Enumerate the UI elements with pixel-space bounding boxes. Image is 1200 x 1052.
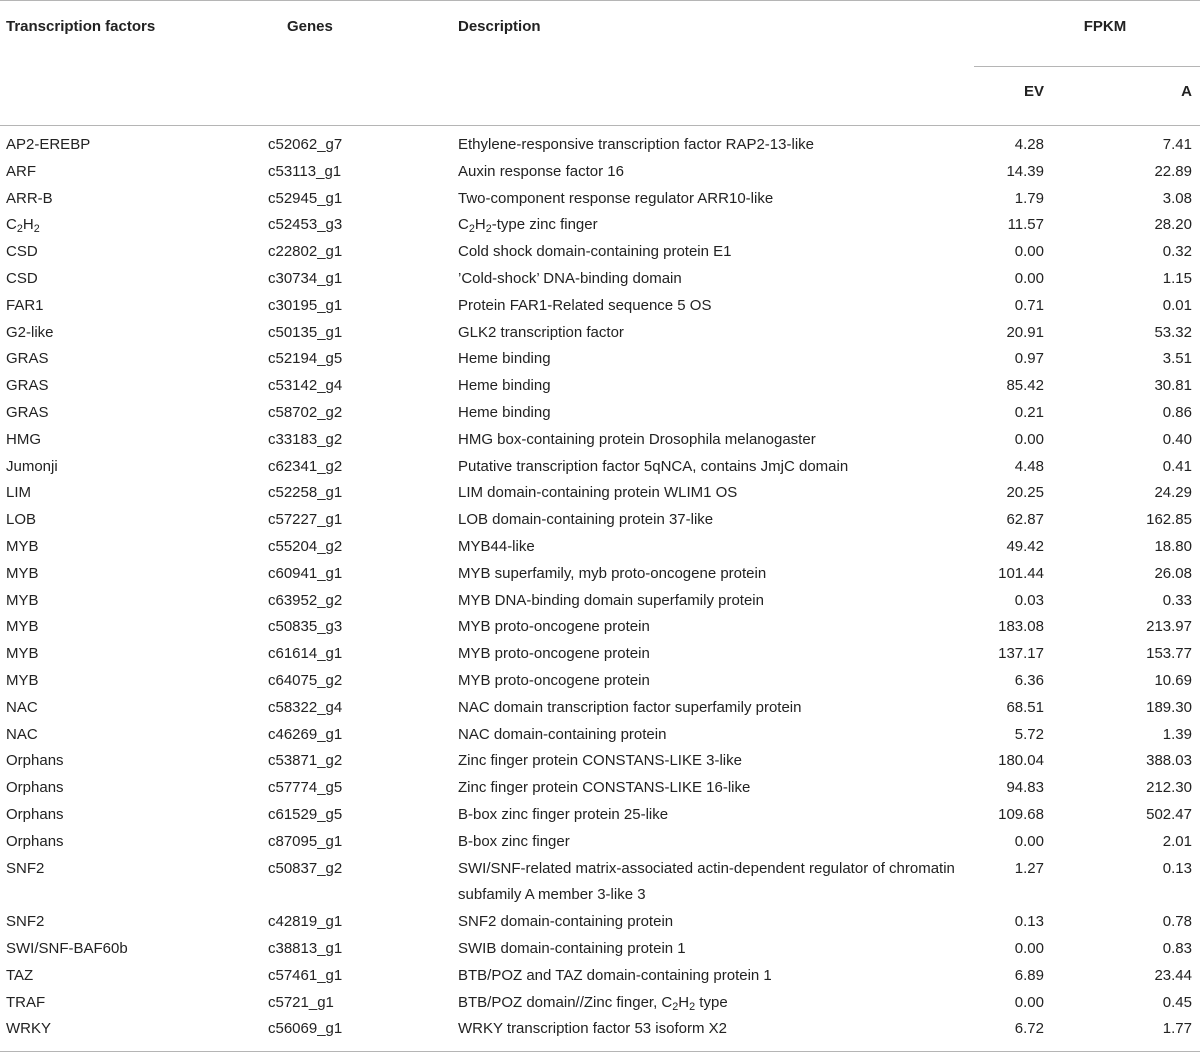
table-row (0, 588, 1200, 615)
cell-ev: 0.00 (1014, 939, 1044, 957)
cell-gene: c57774_g5 (268, 779, 343, 797)
cell-description: NAC domain transcription factor superfamily protein (458, 698, 802, 716)
cell-ev: 0.13 (1014, 913, 1044, 931)
col-group-fpkm (974, 1, 1200, 67)
cell-description: HMG box-containing protein Drosophila melanogaster (458, 430, 816, 448)
cell-a: 0.32 (1162, 243, 1192, 261)
cell-transcription-factor: SNF2 (6, 859, 45, 877)
cell-transcription-factor: AP2-EREBP (6, 136, 91, 153)
col-header-transcription-factors: Transcription factors (0, 1, 262, 67)
table-row (0, 695, 1200, 722)
cell-description: MYB44-like (458, 537, 535, 555)
cell-ev: 0.21 (1014, 403, 1044, 421)
cell-transcription-factor: NAC (6, 725, 38, 743)
cell-transcription-factor: NAC (6, 698, 38, 716)
cell-ev: 101.44 (998, 564, 1044, 582)
cell-ev: 0.00 (1014, 993, 1044, 1011)
cell-description: Ethylene-responsive transcription factor RAP2-13-like (458, 136, 814, 153)
cell-transcription-factor: Orphans (6, 805, 64, 823)
cell-a: 1.15 (1162, 269, 1192, 287)
cell-ev: 20.25 (1006, 484, 1044, 502)
cell-transcription-factor: $C_2H_2$ (6, 216, 40, 236)
cell-gene: c33183_g2 (268, 430, 343, 448)
cell-gene: c87095_g1 (268, 832, 343, 850)
cell-gene: c30195_g1 (268, 296, 343, 314)
col-header-description: Description (452, 1, 974, 67)
cell-transcription-factor: MYB (6, 671, 39, 689)
cell-ev: 6.36 (1014, 671, 1044, 689)
cell-description: Protein FAR1-Related sequence 5 OS (458, 296, 712, 314)
fpkm-label: FPKM (1083, 18, 1127, 35)
subheader-spacer (452, 67, 974, 126)
cell-gene: c62341_g2 (268, 457, 343, 475)
cell-a: 0.41 (1162, 457, 1192, 475)
cell-transcription-factor: MYB (6, 537, 39, 555)
table-row (0, 454, 1200, 481)
cell-gene: c52194_g5 (268, 350, 343, 368)
cell-gene: c53871_g2 (268, 752, 343, 770)
table-body (0, 126, 1200, 1052)
subheader-spacer (0, 67, 262, 126)
cell-ev: 1.27 (1014, 859, 1044, 877)
table-header (0, 1, 1200, 126)
cell-a: 28.20 (1154, 216, 1192, 234)
table-row (0, 159, 1200, 186)
cell-ev: 5.72 (1014, 725, 1044, 743)
cell-transcription-factor: TAZ (6, 966, 34, 984)
cell-transcription-factor: HMG (6, 430, 41, 448)
cell-gene: c52945_g1 (268, 189, 343, 207)
cell-gene: c52258_g1 (268, 484, 343, 502)
col-header-genes: Genes (262, 1, 452, 67)
cell-gene: c52062_g7 (268, 136, 343, 153)
cell-gene: c61529_g5 (268, 805, 343, 823)
cell-a: 30.81 (1154, 377, 1192, 395)
cell-gene: c5721_g1 (268, 993, 334, 1011)
cell-description: B-box zinc finger (458, 832, 570, 850)
cell-ev: 49.42 (1006, 537, 1044, 555)
cell-ev: 20.91 (1006, 323, 1044, 341)
table-row (0, 534, 1200, 561)
cell-description: MYB superfamily, myb proto-oncogene protein (458, 564, 767, 582)
cell-description: Auxin response factor 16 (458, 162, 624, 180)
cell-description: B-box zinc finger protein 25-like (458, 805, 669, 823)
cell-transcription-factor: Orphans (6, 779, 64, 797)
cell-a: 3.08 (1162, 189, 1192, 207)
cell-description: BTB/POZ and TAZ domain-containing protein 1 (458, 966, 772, 984)
cell-a: 23.44 (1154, 966, 1192, 984)
cell-ev: 0.00 (1014, 243, 1044, 261)
cell-ev: 109.68 (998, 805, 1044, 823)
cell-description: LIM domain-containing protein WLIM1 OS (458, 484, 738, 502)
cell-description: GLK2 transcription factor (458, 323, 624, 341)
cell-ev: 4.28 (1014, 136, 1044, 153)
cell-gene: c60941_g1 (268, 564, 343, 582)
cell-ev: 4.48 (1014, 457, 1044, 475)
cell-description: Two-component response regulator ARR10-like (458, 189, 774, 207)
cell-description: MYB proto-oncogene protein (458, 618, 650, 636)
cell-a: 1.39 (1162, 725, 1192, 743)
cell-description: Zinc finger protein CONSTANS-LIKE 3-like (458, 752, 742, 770)
subheader-spacer (262, 67, 452, 126)
cell-description: Putative transcription factor 5qNCA, contains JmjC domain (458, 457, 849, 475)
cell-a: 213.97 (1146, 618, 1192, 636)
cell-a: 0.45 (1162, 993, 1192, 1011)
table-row (0, 909, 1200, 936)
cell-description: $C_2H_2$-type zinc finger (458, 216, 598, 236)
cell-ev: 180.04 (998, 752, 1044, 770)
table-row (0, 614, 1200, 641)
table-row (0, 775, 1200, 802)
table-row (0, 266, 1200, 293)
cell-a: 24.29 (1154, 484, 1192, 502)
cell-description: LOB domain-containing protein 37-like (458, 511, 714, 529)
cell-a: 0.01 (1162, 296, 1192, 314)
cell-transcription-factor: WRKY (0, 1016, 262, 1051)
cell-a: 162.85 (1146, 511, 1192, 529)
cell-transcription-factor: CSD (6, 269, 38, 287)
cell-ev: 0.00 (1014, 269, 1044, 287)
table-row (0, 320, 1200, 347)
cell-gene: c38813_g1 (268, 939, 343, 957)
cell-a: 26.08 (1154, 564, 1192, 582)
cell-ev: 94.83 (1006, 779, 1044, 797)
table-row (0, 373, 1200, 400)
table-row (0, 293, 1200, 320)
cell-gene: c53113_g1 (268, 162, 342, 180)
cell-a: 212.30 (1146, 779, 1192, 797)
cell-a: 3.51 (1162, 350, 1192, 368)
cell-description: MYB proto-oncogene protein (458, 671, 650, 689)
cell-gene: c64075_g2 (268, 671, 343, 689)
cell-gene: c22802_g1 (268, 243, 343, 261)
table-row (0, 126, 1200, 159)
cell-ev: 68.51 (1006, 698, 1044, 716)
table-row (0, 346, 1200, 373)
cell-ev: 11.57 (1007, 216, 1044, 234)
cell-description: Heme binding (458, 350, 551, 368)
cell-transcription-factor: GRAS (6, 403, 49, 421)
cell-ev: 62.87 (1006, 511, 1044, 529)
cell-gene: c53142_g4 (268, 377, 343, 395)
cell-gene: c57227_g1 (268, 511, 343, 529)
cell-description: WRKY transcription factor 53 isoform X2 (452, 1016, 974, 1051)
cell-description: SWIB domain-containing protein 1 (458, 939, 686, 957)
cell-gene: c61614_g1 (268, 645, 343, 663)
table-row (0, 400, 1200, 427)
cell-gene: c57461_g1 (268, 966, 343, 984)
cell-gene: c55204_g2 (268, 537, 343, 555)
table-row (0, 212, 1200, 239)
cell-transcription-factor: SWI/SNF-BAF60b (6, 939, 128, 957)
cell-ev: 6.72 (974, 1016, 1044, 1051)
cell-ev: 14.39 (1006, 162, 1044, 180)
cell-ev: 0.00 (1014, 832, 1044, 850)
cell-a: 388.03 (1146, 752, 1192, 770)
cell-description: SNF2 domain-containing protein (458, 913, 674, 931)
col-header-ev: EV (974, 67, 1044, 126)
cell-transcription-factor: TRAF (6, 993, 46, 1011)
cell-ev: 1.79 (1014, 189, 1044, 207)
table-row (0, 507, 1200, 534)
cell-transcription-factor: MYB (6, 618, 39, 636)
table-row (0, 561, 1200, 588)
cell-transcription-factor: CSD (6, 243, 38, 261)
cell-a: 53.32 (1154, 323, 1192, 341)
table-row (0, 641, 1200, 668)
table-row (0, 990, 1200, 1017)
cell-a: 0.40 (1162, 430, 1192, 448)
cell-transcription-factor: GRAS (6, 350, 49, 368)
cell-a: 189.30 (1146, 698, 1192, 716)
cell-transcription-factor: SNF2 (6, 913, 45, 931)
table-row (0, 1016, 1200, 1051)
cell-a: 18.80 (1154, 537, 1192, 555)
cell-gene: c58702_g2 (268, 403, 343, 421)
cell-transcription-factor: MYB (6, 591, 39, 609)
cell-transcription-factor: LOB (6, 511, 37, 529)
cell-description: MYB proto-oncogene protein (458, 645, 650, 663)
cell-a: 0.86 (1162, 403, 1192, 421)
cell-transcription-factor: Orphans (6, 832, 64, 850)
table-row (0, 668, 1200, 695)
cell-ev: 85.42 (1006, 377, 1044, 395)
cell-transcription-factor: Orphans (6, 752, 64, 770)
cell-gene: c56069_g1 (262, 1016, 452, 1051)
cell-ev: 0.00 (1014, 430, 1044, 448)
cell-a: 1.77 (1044, 1016, 1200, 1051)
cell-a: 0.83 (1162, 939, 1192, 957)
cell-gene: c46269_g1 (268, 725, 343, 743)
cell-description: BTB/POZ domain//Zinc finger, $C_2H_2$ type (458, 993, 728, 1013)
cell-description: Heme binding (458, 403, 551, 421)
cell-a: 502.47 (1146, 805, 1192, 823)
subheader-row (0, 67, 1200, 126)
cell-description: NAC domain-containing protein (458, 725, 667, 743)
cell-a: 7.41 (1162, 136, 1192, 153)
cell-transcription-factor: MYB (6, 564, 39, 582)
table-row (0, 748, 1200, 775)
table-row (0, 963, 1200, 990)
table-row (0, 186, 1200, 213)
cell-description: SWI/SNF-related matrix-associated actin-dependent regulator of chromatin subfamily A member 3-like 3 (458, 859, 955, 904)
table-row (0, 856, 1200, 910)
table-row (0, 427, 1200, 454)
cell-transcription-factor: Jumonji (6, 457, 58, 475)
table-row (0, 239, 1200, 266)
cell-ev: 0.71 (1014, 296, 1044, 314)
cell-a: 0.78 (1162, 913, 1192, 931)
cell-transcription-factor: ARR-B (6, 189, 53, 207)
cell-ev: 0.97 (1014, 350, 1044, 368)
cell-description: Cold shock domain-containing protein E1 (458, 243, 732, 261)
cell-transcription-factor: LIM (6, 484, 32, 502)
cell-a: 0.33 (1162, 591, 1192, 609)
cell-description: ’Cold-shock’ DNA-binding domain (458, 269, 682, 287)
cell-gene: c50835_g3 (268, 618, 343, 636)
cell-a: 0.13 (1162, 859, 1192, 877)
cell-transcription-factor: GRAS (6, 377, 49, 395)
cell-a: 22.89 (1154, 162, 1192, 180)
cell-gene: c50135_g1 (268, 323, 343, 341)
cell-gene: c63952_g2 (268, 591, 343, 609)
cell-ev: 6.89 (1014, 966, 1044, 984)
cell-transcription-factor: G2-like (6, 323, 54, 341)
table-row (0, 480, 1200, 507)
cell-a: 153.77 (1146, 645, 1192, 663)
table-row (0, 936, 1200, 963)
cell-a: 2.01 (1162, 832, 1192, 850)
table-row (0, 829, 1200, 856)
cell-gene: c42819_g1 (268, 913, 343, 931)
col-header-a: A (1044, 67, 1200, 126)
cell-description: MYB DNA-binding domain superfamily protein (458, 591, 764, 609)
header-row (0, 1, 1200, 67)
cell-description: Heme binding (458, 377, 551, 395)
cell-ev: 0.03 (1014, 591, 1044, 609)
cell-transcription-factor: ARF (6, 162, 36, 180)
table-row (0, 802, 1200, 829)
cell-ev: 183.08 (998, 618, 1044, 636)
cell-gene: c58322_g4 (268, 698, 343, 716)
cell-gene: c50837_g2 (268, 859, 343, 877)
cell-ev: 137.17 (998, 645, 1044, 663)
cell-gene: c30734_g1 (268, 269, 343, 287)
cell-a: 10.69 (1154, 671, 1192, 689)
cell-description: Zinc finger protein CONSTANS-LIKE 16-like (458, 779, 751, 797)
cell-gene: c52453_g3 (268, 216, 343, 234)
table-row (0, 722, 1200, 749)
cell-transcription-factor: MYB (6, 645, 39, 663)
cell-transcription-factor: FAR1 (6, 296, 44, 314)
